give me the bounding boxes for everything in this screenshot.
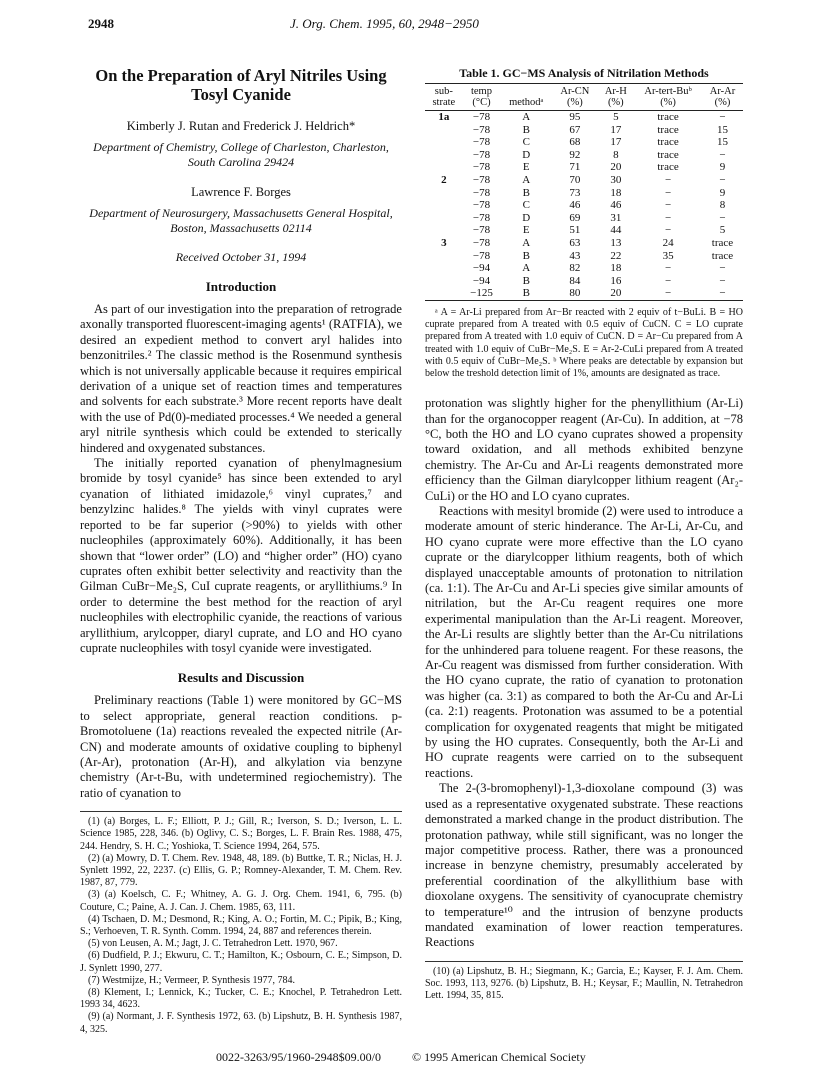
table-cell: 31: [610, 211, 622, 224]
table-cell: −: [664, 186, 672, 199]
table-cell: −78: [472, 161, 491, 174]
table-cell: trace: [657, 123, 679, 136]
table-cell: trace: [711, 236, 734, 249]
table-cell: 95: [569, 111, 581, 123]
table-cell: A: [522, 262, 531, 275]
table-cell: −78: [472, 123, 491, 136]
table-cell: A: [522, 236, 531, 249]
table-cell: 3: [441, 236, 447, 249]
table-cell: E: [522, 224, 530, 237]
table-title: Table 1. GC−MS Analysis of Nitrilation Methods: [459, 66, 709, 80]
table-cell: [425, 224, 463, 237]
left-column: [80, 66, 402, 1036]
table-cell: [425, 287, 463, 300]
table-cell: −: [719, 211, 726, 224]
table-cell: B: [522, 249, 530, 262]
table-row: [425, 275, 743, 288]
table-cell: 17: [610, 136, 622, 149]
right-column: [425, 66, 743, 1002]
intro-paragraph-2: The initially reported cyanation of phenylmagnesium bromide by tosyl cyanide⁵ has since been extended to aryl cyanation of lithiated imidazole,⁶ vinyl cuprates,⁷ and benzylzinc halides.⁸ The yields with vinyl cuprates were reported to be far superior (>90%) to yields with other nucleophiles (approximately 60%). Additionally, it has been shown that “lower order” (LO) and “higher order” (HO) cyano cuprates often exhibit better selectivity and reactivity than the Gilman CuBr−Me₂S, CuI cuprate reagents, or aryllithiums.⁹ In order to determine the best method for the reaction of aryl nucleophiles with electrophilic cyanide, the reactions of various aryllithium, arylcopper, diaryl cuprate, and LO and HO cyano cuprate nucleophiles with tosyl cyanide were investigated.: [80, 456, 402, 655]
affiliation-mgh: Department of Neurosurgery, Massachusetts General Hospital, Boston, Massachusetts 02114: [89, 206, 393, 235]
results-paragraph-2: Reactions with mesityl bromide (2) were used to introduce a moderate amount of steric hinderance. The Ar-Li, Ar-Cu, and HO cyano cuprate were more effective than the LO cyano cuprate or the diarylcopper lithium reagents, both of which displayed unacceptable amounts of protonation to nitrilation (ca. 1:1). The Ar-Cu and Ar-Li species give similar amounts of nitrilation, but the Ar-Cu reagent requires one more experimental manipulation than the Ar-Li reagent. Moreover, the Ar-Li results are slightly better than the Ar-Cu nitrilations for the unhindered para toluene reagent. For these reasons, the Ar-Cu reagent was dismissed from further consideration. With the HO cyano cuprate, the ratio of cyanation to protonation was higher (ca. 3:1) as compared to both the Ar-Cu and Ar-Li (ca. 2:1) reagents. Protonation was assumed to be a potential complication for oxygenated reagents that might be mitigated by using the HO cuprates. Consequently, both the Ar-Li and HO cuprate reagents were carried on to the subsequent reactions.: [425, 503, 743, 780]
table-cell: 22: [610, 249, 622, 262]
table-cell: trace: [711, 249, 734, 262]
table-cell: 18: [610, 262, 622, 275]
table-row: [425, 262, 743, 275]
results-paragraph-3: The 2-(3-bromophenyl)-1,3-dioxolane compound (3) was used as a representative oxygenated substrate. These reactions demonstrated a marked change in the product distribution. The protonation pathway, while still significant, was no longer the major competitive process. Rather, there was a pronounced increase in benzyne chemistry, presumably accelerated by preferential coordination of the alkyllithium base with dioxolane oxygens. The sensitivity of cyanocuprate chemistry to temperature¹⁰ and the intrusion of benzyne products mandated examination of lower reaction temperatures. Reactions: [425, 781, 743, 950]
table-body: [425, 111, 743, 301]
table-cell: 9: [719, 186, 726, 199]
footnote: (9) (a) Normant, J. F. Synthesis 1972, 63. (b) Lipshutz, B. H. Synthesis 1987, 4, 325.: [80, 1011, 402, 1035]
received-date: Received October 31, 1994: [175, 250, 307, 264]
table-header-cell: methodᵃ: [500, 97, 552, 111]
table-cell: trace: [657, 148, 679, 161]
table-header-cell: sub-: [425, 84, 463, 98]
table-cell: −: [702, 287, 743, 300]
table-cell: −78: [472, 111, 491, 123]
table-cell: −78: [472, 199, 491, 212]
footnote: (4) Tschaen, D. M.; Desmond, R.; King, A. O.; Fortin, M. C.; Pipik, B.; King, S.; Verhoeven, T. R. Synth. Comm. 1994, 24, 887 and references therein.: [80, 913, 402, 938]
table-cell: 82: [569, 262, 581, 275]
table-header-cell: (%): [634, 97, 702, 111]
table-cell: −: [719, 111, 726, 123]
table-cell: A: [522, 111, 531, 123]
table-cell: −78: [472, 148, 491, 161]
table-cell: −94: [472, 262, 491, 275]
table-cell: C: [522, 199, 530, 212]
table-cell: −: [634, 287, 702, 300]
table-cell: 15: [716, 136, 728, 149]
table-cell: 5: [719, 224, 726, 237]
footnote: (10) (a) Lipshutz, B. H.; Siegmann, K.; Garcia, E.; Kayser, F. J. Am. Chem. Soc. 1993, 113, 9276. (b) Lipshutz, B. H.; Keysar, F.; Maullin, N. Tetrahedron Lett. 1994, 35, 815.: [425, 965, 743, 1002]
table-cell: B: [522, 186, 530, 199]
table-cell: trace: [657, 136, 679, 149]
table-cell: 8: [719, 199, 726, 212]
table-cell: A: [522, 173, 531, 186]
table-cell: 20: [610, 161, 622, 174]
table-cell: trace: [657, 161, 679, 174]
table-cell: [425, 187, 463, 200]
table-footnote: ᵃ A = Ar-Li prepared from Ar−Br reacted with 2 equiv of t−BuLi. B = HO cuprate prepared from A treated with 0.5 equiv of CuCN. C = LO cuprate prepared from A treated with 1.0 equiv of CuCN. D = Ar−Cu prepared from A treated with 1.0 equiv of CuBr−Me₂S. E = Ar-2-CuLi prepared from A treated with 0.5 equiv of CuBr−Me₂S. ᵇ Where peaks are detectable by expansion but below the treshold detection limit of 1%, amounts are designated as trace.: [425, 306, 743, 379]
table-cell: 9: [719, 161, 726, 174]
table-cell: 2: [441, 173, 447, 186]
table-header-cell: (%): [552, 97, 597, 111]
table-cell: −: [664, 274, 672, 287]
footnote-divider: [425, 961, 743, 962]
author-borges: Lawrence F. Borges: [191, 185, 291, 199]
table-cell: 84: [569, 274, 581, 287]
table-cell: D: [522, 211, 531, 224]
footnote: (6) Dudfield, P. J.; Ekwuru, C. T.; Hamilton, K.; Osbourn, C. E.; Simpson, D. J. Synlett 1990, 277.: [80, 950, 402, 974]
table-header-cell: temp: [463, 84, 501, 98]
authors: Kimberly J. Rutan and Frederick J. Heldrich*: [126, 119, 356, 133]
table-header-row: [425, 84, 743, 98]
journal-citation: J. Org. Chem. 1995, 60, 2948−2950: [290, 16, 479, 31]
table-header-cell: (%): [597, 97, 634, 111]
table-cell: 15: [716, 123, 728, 136]
footnote-divider: [80, 811, 402, 812]
table-header-cell: strate: [425, 97, 463, 111]
table-row: [425, 136, 743, 149]
table-header-cell: (%): [702, 97, 743, 111]
table-cell: 20: [597, 287, 634, 300]
table-cell: −: [719, 173, 726, 186]
footnote: (8) Klement, I.; Lennick, K.; Tucker, C. E.; Knochel, P. Tetrahedron Lett. 1993 34, 4623.: [80, 987, 402, 1011]
table-cell: 44: [610, 224, 622, 237]
table-cell: 63: [569, 236, 581, 249]
gcms-table: [425, 83, 743, 301]
table-header-cell: Ar-Ar: [702, 84, 743, 98]
table-cell: 1a: [438, 111, 450, 123]
table-cell: [425, 199, 463, 212]
table-row: [425, 149, 743, 162]
table-cell: [425, 161, 463, 174]
table-header-cell: Ar-tert-Buᵇ: [634, 84, 702, 98]
table-cell: 16: [610, 274, 622, 287]
table-cell: 67: [569, 123, 581, 136]
table-cell: 43: [569, 249, 581, 262]
table-cell: −125: [463, 287, 501, 300]
footnote: (1) (a) Borges, L. F.; Elliott, P. J.; Gill, R.; Iverson, S. D.; Iverson, L. L. Science 1985, 228, 346. (b) Oglivy, C. S.; Borges, L. F. Brain Res. 1988, 475, 244. Hendry, S. H. C.; Yoshioka, T. Science 1994, 264, 575.: [80, 816, 402, 852]
table-header-cell: Ar-H: [597, 84, 634, 98]
footnotes-left: [80, 816, 402, 1036]
table-cell: B: [522, 123, 530, 136]
footnote: (7) Westmijze, H.; Vermeer, P. Synthesis 1977, 784.: [88, 974, 296, 986]
table-cell: [425, 149, 463, 162]
table-cell: −78: [472, 249, 491, 262]
table-row: [425, 161, 743, 174]
table-cell: −: [664, 211, 672, 224]
table-cell: [425, 124, 463, 137]
table-cell: −: [664, 173, 672, 186]
table-header-cell: Ar-CN: [552, 84, 597, 98]
table-cell: 5: [613, 111, 619, 123]
copyright: © 1995 American Chemical Society: [412, 1050, 586, 1064]
footnote: (2) (a) Mowry, D. T. Chem. Rev. 1948, 48, 189. (b) Buttke, T. R.; Niclas, H. J. Synlett 1992, 22, 2237. (c) Ellis, G. P.; Romney-Alexander, T. M. Chem. Rev. 1987, 87, 779.: [80, 852, 402, 889]
table-cell: 71: [569, 161, 581, 174]
table-row: [425, 199, 743, 212]
table-row: [425, 212, 743, 225]
table-cell: B: [522, 274, 530, 287]
intro-paragraph-1: As part of our investigation into the preparation of retrograde axonally transported fluorescent-imaging agents¹ (RATFIA), we desired an expedient method to convert aryl halides into benzonitriles.² The classic method is the Rosenmund synthesis which is not universally applicable because it requires empirical derivation of a unique set of reaction times and temperatures and solvents for each substrate.³ More recent reports have dealt with the use of Pd(0)-mediated processes.⁴ We needed a general aryl nitrile synthesis which could be extended to sterically hindered and oxygenated substances.: [80, 302, 402, 455]
table-header-cell: [500, 84, 552, 98]
table-cell: 46: [610, 199, 622, 212]
table-cell: 80: [552, 287, 597, 300]
table-cell: 46: [569, 199, 581, 212]
table-row: [425, 250, 743, 263]
footnote: (3) (a) Koelsch, C. F.; Whitney, A. G. J. Org. Chem. 1941, 6, 795. (b) Couture, C.; Paine, A. J. Can. J. Chem. 1985, 63, 111.: [80, 889, 402, 913]
table-header-cell: (°C): [463, 97, 501, 111]
table-cell: 8: [613, 148, 619, 161]
table-cell: 68: [569, 136, 581, 149]
table-cell: [425, 262, 463, 275]
table-cell: trace: [657, 111, 679, 123]
table-row: [425, 111, 743, 124]
table-cell: [425, 275, 463, 288]
table-cell: 24: [662, 236, 674, 249]
footnote: (5) von Leusen, A. M.; Jagt, J. C. Tetrahedron Lett. 1970, 967.: [88, 938, 338, 950]
table-header-row: [425, 97, 743, 111]
article-title: On the Preparation of Aryl Nitriles Using Tosyl Cyanide: [95, 66, 387, 104]
table-cell: 35: [662, 249, 674, 262]
results-paragraph-1: Preliminary reactions (Table 1) were monitored by GC−MS to select appropriate, general reaction conditions. p-Bromotoluene (1a) reactions revealed the expected nitrile (Ar-CN) and moderate amounts of oxidative coupling to biphenyl (Ar-Ar), protonation (Ar-H), and alkylation via benzyne chemistry (Ar-t-Bu, with undetermined regiochemistry). The ratio of cyanation to: [80, 693, 402, 800]
table-cell: −: [664, 262, 672, 275]
table-cell: [425, 136, 463, 149]
table-cell: 92: [569, 148, 581, 161]
table-row: [425, 237, 743, 250]
table-cell: E: [522, 161, 530, 174]
table-row: [425, 174, 743, 187]
table-cell: [425, 250, 463, 263]
table-cell: 51: [569, 224, 581, 237]
table-cell: C: [522, 136, 530, 149]
results-heading: Results and Discussion: [177, 670, 305, 686]
table-row: [425, 287, 743, 300]
table-cell: B: [500, 287, 552, 300]
table-cell: −: [719, 148, 726, 161]
table-cell: 69: [569, 211, 581, 224]
table-cell: 18: [610, 186, 622, 199]
table-cell: 73: [569, 186, 581, 199]
table-cell: −: [664, 199, 672, 212]
table-cell: −94: [472, 274, 491, 287]
table-cell: 13: [610, 236, 622, 249]
affiliation-charleston: Department of Chemistry, College of Charleston, Charleston, South Carolina 29424: [93, 140, 389, 169]
table-cell: −78: [472, 186, 491, 199]
introduction-heading: Introduction: [205, 279, 277, 294]
table-row: [425, 124, 743, 137]
table-cell: −78: [472, 173, 491, 186]
table-cell: D: [522, 148, 531, 161]
page-number: 2948: [88, 16, 114, 31]
table-row: [425, 187, 743, 200]
table-cell: 30: [610, 173, 622, 186]
table-cell: [425, 212, 463, 225]
table-cell: −: [719, 274, 726, 287]
table-cell: 70: [569, 173, 581, 186]
table-cell: −: [719, 262, 726, 275]
table-cell: −: [664, 224, 672, 237]
table-cell: −78: [472, 136, 491, 149]
results-paragraph-1-continued: protonation was slightly higher for the phenyllithium (Ar-Li) than for the organocopper reagent (Ar-Cu). In addition, at −78 °C, both the HO and LO cyano cuprates showed a propensity toward oxidation, and all methods exhibited benzyne chemistry. The Ar-Cu and Ar-Li reagents demonstrated more efficiency than the Gilman diarylcopper lithium reagent (Ar₂-CuLi) or the HO and LO cyano cuprates.: [425, 396, 743, 503]
article-code: 0022-3263/95/1960-2948$09.00/0: [216, 1050, 381, 1064]
table-cell: −78: [472, 211, 491, 224]
table-cell: −78: [472, 224, 491, 237]
table-cell: 17: [610, 123, 622, 136]
table-cell: −78: [472, 236, 491, 249]
table-row: [425, 224, 743, 237]
